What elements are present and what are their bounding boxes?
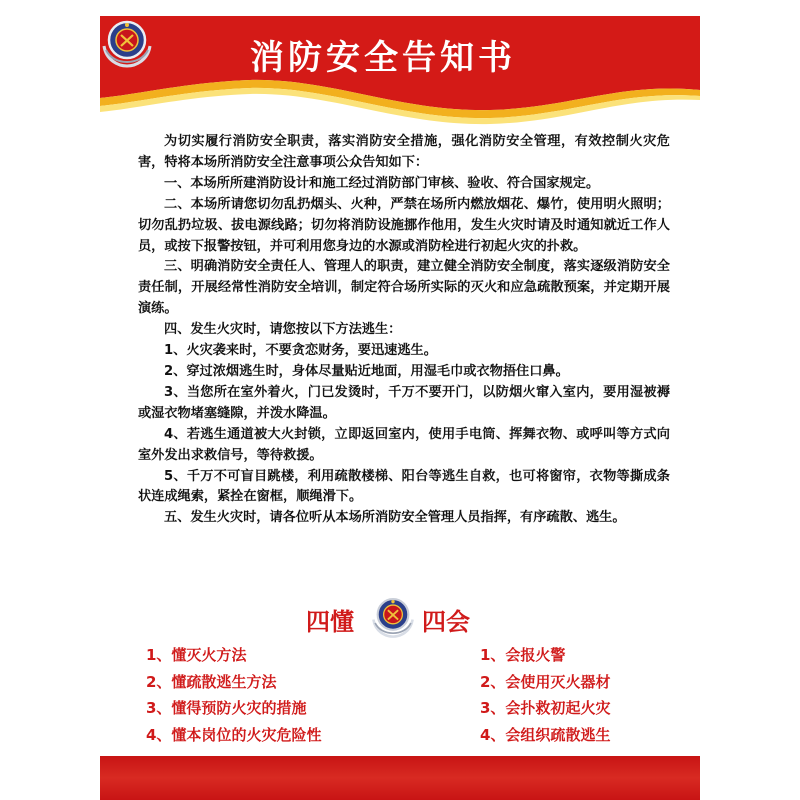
notice-paragraph: 5、千万不可盲目跳楼，利用疏散楼梯、阳台等逃生自救，也可将窗帘，衣物等撕成条状连成绳索，紧拴在窗框，顺绳滑下。: [138, 468, 670, 505]
fire-rescue-emblem-icon: [370, 594, 416, 640]
fire-rescue-emblem-icon: [100, 16, 154, 70]
notice-paragraph: 4、若逃生通道被大火封锁，立即返回室内，使用手电筒、挥舞衣物、或呼叫等方式向室外发出求救信号，等待救援。: [138, 426, 670, 463]
notice-paragraph: 四、发生火灾时，请您按以下方法逃生：: [164, 322, 402, 338]
four-understand-four-can-heading: [100, 594, 700, 646]
four-can-list: [480, 642, 610, 748]
list-item: 4、会组织疏散逃生: [480, 725, 611, 744]
list-item: 1、懂灭火方法: [146, 646, 247, 664]
fire-safety-poster: [100, 16, 700, 800]
list-item: 4、懂本岗位的火灾危险性: [146, 725, 322, 744]
notice-paragraph: 二、本场所请您切勿乱扔烟头、火种，严禁在场所内燃放烟花、爆竹，使用明火照明；切勿乱扔垃圾、拔电源线路；切勿将消防设施挪作他用，发生火灾时请及时通知就近工作人员，或按下报警按钮，并可利用您身边的水源或消防栓进行初起火灾的扑救。: [138, 196, 670, 254]
page-title: 消防安全告知书: [250, 38, 516, 78]
list-item: 1、会报火警: [480, 646, 566, 664]
notice-paragraph: 一、本场所所建消防设计和施工经过消防部门审核、验收、符合国家规定。: [164, 175, 600, 191]
list-item: 3、会扑救初起火灾: [480, 699, 611, 717]
notice-paragraph: 五、发生火灾时，请各位听从本场所消防安全管理人员指挥，有序疏散、逃生。: [164, 510, 626, 526]
list-item: 2、会使用灭火器材: [480, 672, 611, 691]
list-item: 2、懂疏散逃生方法: [146, 672, 277, 691]
four-can-title: 四会: [422, 608, 470, 636]
poster-header: [100, 16, 700, 126]
notice-body: [138, 132, 670, 529]
notice-paragraph: 为切实履行消防安全职责，落实消防安全措施，强化消防安全管理，有效控制火灾危害，特将本场所消防安全注意事项公众告知如下：: [138, 134, 670, 170]
notice-paragraph: 三、明确消防安全责任人、管理人的职责，建立健全消防安全制度，落实逐级消防安全责任制，开展经常性消防安全培训，制定符合场所实际的灭火和应急疏散预案，并定期开展演练。: [138, 259, 670, 317]
list-item: 3、懂得预防火灾的措施: [146, 699, 307, 717]
notice-paragraph: 2、穿过浓烟逃生时，身体尽量贴近地面，用湿毛巾或衣物捂住口鼻。: [164, 363, 569, 379]
footer-band: [100, 756, 700, 800]
four-understand-list: [146, 642, 321, 748]
notice-paragraph: 1、火灾袭来时，不要贪恋财务，要迅速逃生。: [164, 343, 437, 359]
notice-paragraph: 3、当您所在室外着火，门已发烫时，千万不要开门，以防烟火窜入室内，要用湿被褥或湿衣物堵塞缝隙，并泼水降温。: [138, 384, 670, 421]
four-understand-title: 四懂: [306, 608, 354, 636]
